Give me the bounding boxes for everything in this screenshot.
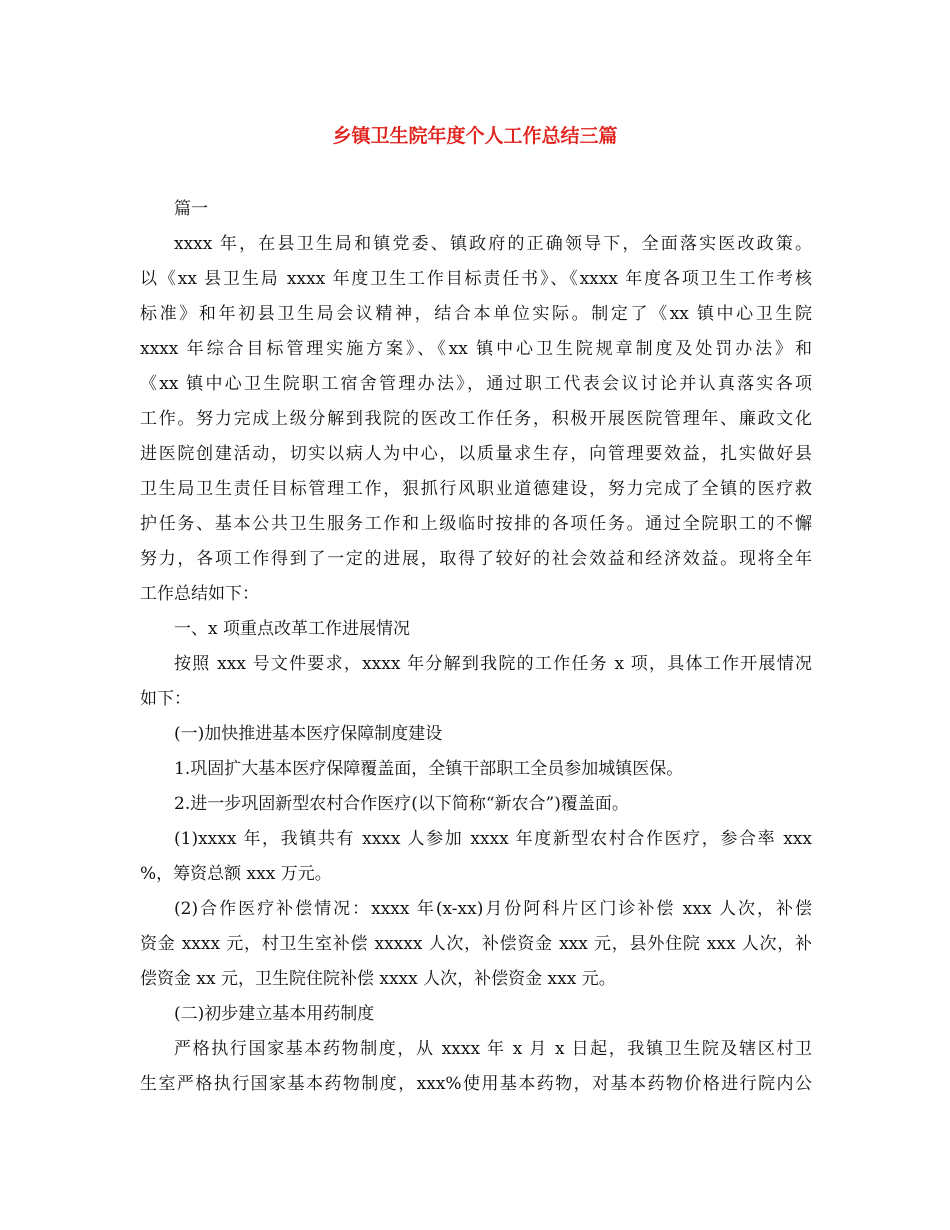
text-line: 《xx 镇中心卫生院职工宿舍管理办法》，通过职工代表会议讨论并认真落实各项 [140,374,812,394]
text-line: (二)初步建立基本用药制度 [174,1004,375,1024]
text-line: 生室严格执行国家基本药物制度，xxx%使用基本药物，对基本药物价格进行院内公 [140,1074,812,1094]
text-line: 2.进一步巩固新型农村合作医疗(以下简称“新农合”)覆盖面。 [174,794,629,814]
text-line: 以《xx 县卫生局 xxxx 年度卫生工作目标责任书》、《xxxx 年度各项卫生工作考核 [140,269,812,289]
text-line: 工作。努力完成上级分解到我院的医改工作任务，积极开展医院管理年、廉政文化 [140,409,812,429]
text-line: 一、x 项重点改革工作进展情况 [174,619,410,639]
document-title: 乡镇卫生院年度个人工作总结三篇 [332,125,618,147]
text-line: (2)合作医疗补偿情况：xxxx 年(x-xx)月份阿科片区门诊补偿 xxx 人次，补偿 [174,899,812,919]
text-line: 篇一 [174,199,208,219]
text-line: 卫生局卫生责任目标管理工作，狠抓行风职业道德建设，努力完成了全镇的医疗救 [140,479,812,499]
text-line: 进医院创建活动，切实以病人为中心，以质量求生存，向管理要效益，扎实做好县 [140,444,812,464]
text-line: (1)xxxx 年，我镇共有 xxxx 人参加 xxxx 年度新型农村合作医疗，参合率 xxx [174,829,812,849]
text-line: 1.巩固扩大基本医疗保障覆盖面，全镇干部职工全员参加城镇医保。 [174,759,684,779]
text-line: 偿资金 xx 元，卫生院住院补偿 xxxx 人次，补偿资金 xxx 元。 [140,969,616,989]
text-line: xxxx 年综合目标管理实施方案》、《xx 镇中心卫生院规章制度及处罚办法》和 [140,339,812,359]
text-line: (一)加快推进基本医疗保障制度建设 [174,724,443,744]
text-line: xxxx 年，在县卫生局和镇党委、镇政府的正确领导下，全面落实医改政策。 [174,234,812,254]
text-line: %，筹资总额 xxx 万元。 [140,864,332,884]
text-line: 资金 xxxx 元，村卫生室补偿 xxxxx 人次，补偿资金 xxx 元，县外住院 xxx 人次，补 [140,934,812,954]
text-line: 护任务、基本公共卫生服务工作和上级临时按排的各项任务。通过全院职工的不懈 [140,514,812,534]
text-line: 标准》和年初县卫生局会议精神，结合本单位实际。制定了《xx 镇中心卫生院 [140,304,812,324]
text-line: 努力，各项工作得到了一定的进展，取得了较好的社会效益和经济效益。现将全年 [140,549,812,569]
document-body [140,192,812,1102]
text-line: 严格执行国家基本药物制度，从 xxxx 年 x 月 x 日起，我镇卫生院及辖区村卫 [174,1039,812,1059]
text-line: 工作总结如下： [140,584,259,604]
text-line: 按照 xxx 号文件要求，xxxx 年分解到我院的工作任务 x 项，具体工作开展情况 [174,654,812,674]
text-line: 如下： [140,689,191,709]
